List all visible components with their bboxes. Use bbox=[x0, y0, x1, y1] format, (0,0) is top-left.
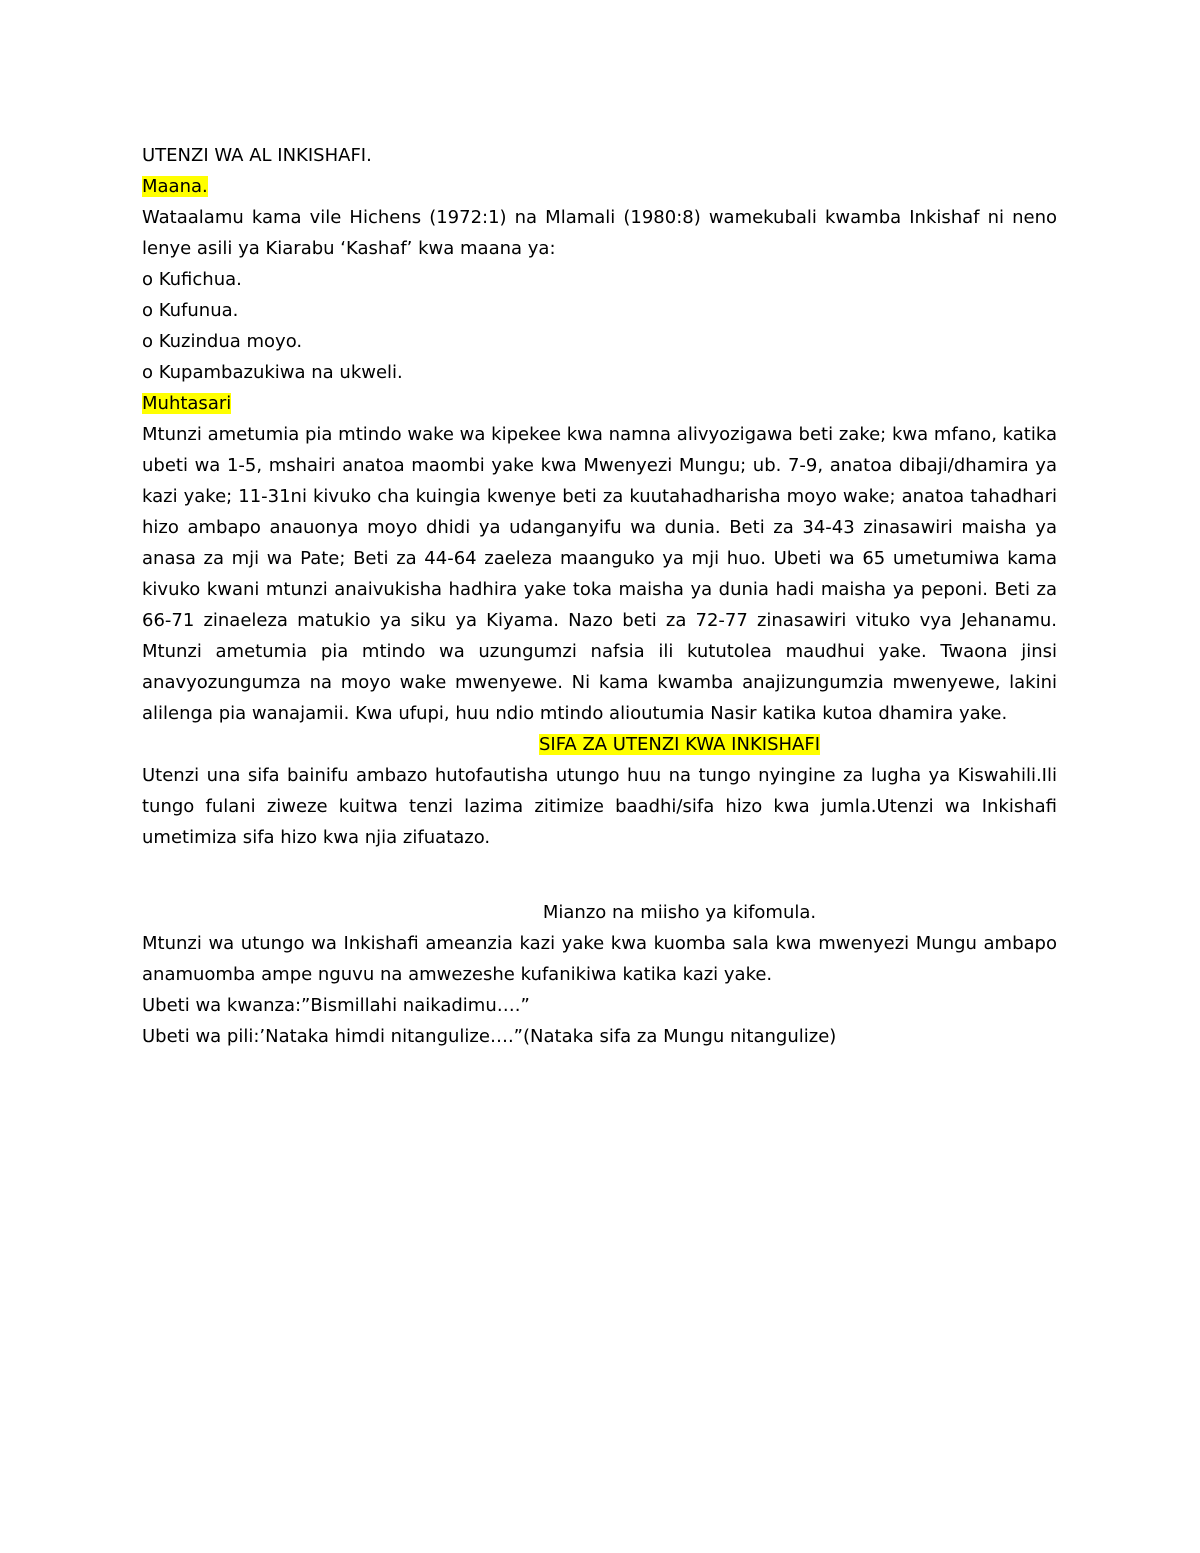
bullet-item: o Kupambazukiwa na ukweli. bbox=[142, 362, 403, 383]
bullet-item: o Kuzindua moyo. bbox=[142, 331, 303, 352]
bullet-item: o Kufunua. bbox=[142, 300, 239, 321]
heading-maana-text: Maana. bbox=[142, 176, 208, 197]
document-title: UTENZI WA AL INKISHAFI. bbox=[142, 145, 372, 166]
heading-muhtasari-text: Muhtasari bbox=[142, 393, 232, 414]
paragraph-sifa: Utenzi una sifa bainifu ambazo hutofautisha utungo huu na tungo nyingine za lugha ya Kiswahili.Ili tungo fulani ziweze kuitwa tenzi lazima zitimize baadhi/sifa hizo kwa jumla.Utenzi wa Inkishafi umetimiza sifa hizo kwa njia zifuatazo. bbox=[142, 765, 1057, 848]
blank-line bbox=[142, 853, 1057, 897]
paragraph-muhtasari: Mtunzi ametumia pia mtindo wake wa kipekee kwa namna alivyozigawa beti zake; kwa mfano, katika ubeti wa 1-5, mshairi anatoa maombi yake kwa Mwenyezi Mungu; ub. 7-9, anatoa dibaji/dhamira ya kazi yake; 11-31ni kivuko cha kuingia kwenye beti za kuutahadharisha moyo wake; anatoa tahadhari hizo ambapo anauonya moyo dhidi ya udanganyifu wa dunia. Beti za 34-43 zinasawiri maisha ya anasa za mji wa Pate; Beti za 44-64 zaeleza maanguko ya mji huo. Ubeti wa 65 umetumiwa kama kivuko kwani mtunzi anaivukisha hadhira yake toka maisha ya dunia hadi maisha ya peponi. Beti za 66-71 zinaeleza matukio ya siku ya Kiyama. Nazo beti za 72-77 zinasawiri vituko vya Jehanamu. Mtunzi ametumia pia mtindo wa uzungumzi nafsia ili kututolea maudhui yake. Twaona jinsi anavyozungumza na moyo wake mwenyewe. Ni kama kwamba anajizungumzia mwenyewe, lakini alilenga pia wanajamii. Kwa ufupi, huu ndio mtindo alioutumia Nasir katika kutoa dhamira yake. bbox=[142, 424, 1057, 724]
heading-maana bbox=[142, 171, 1057, 202]
bullet-item: o Kufichua. bbox=[142, 269, 242, 290]
heading-muhtasari bbox=[142, 388, 1057, 419]
paragraph-maana: Wataalamu kama vile Hichens (1972:1) na Mlamali (1980:8) wamekubali kwamba Inkishaf ni neno lenye asili ya Kiarabu ‘Kashaf’ kwa maana ya: bbox=[142, 207, 1057, 259]
heading-sifa-text: SIFA ZA UTENZI KWA INKISHAFI bbox=[538, 734, 821, 755]
heading-sifa bbox=[142, 729, 1057, 760]
quote-line-first-stanza: Ubeti wa kwanza:”Bismillahi naikadimu….” bbox=[142, 995, 530, 1016]
document-page bbox=[142, 140, 1057, 1052]
paragraph-mianzo: Mtunzi wa utungo wa Inkishafi ameanzia kazi yake kwa kuomba sala kwa mwenyezi Mungu ambapo anamuomba ampe nguvu na amwezeshe kufanikiwa katika kazi yake. bbox=[142, 933, 1057, 985]
heading-mianzo: Mianzo na miisho ya kifomula. bbox=[542, 902, 817, 923]
quote-line-second-stanza: Ubeti wa pili:’Nataka himdi nitangulize….”(Nataka sifa za Mungu nitangulize) bbox=[142, 1026, 837, 1047]
